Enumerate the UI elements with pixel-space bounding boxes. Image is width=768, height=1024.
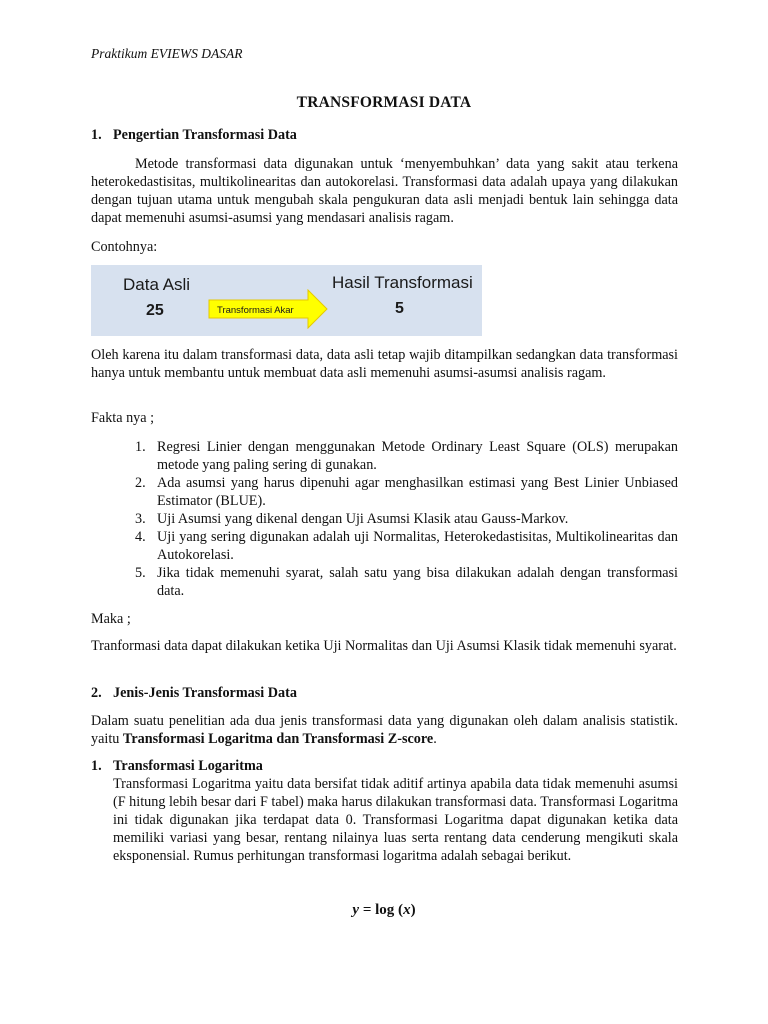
- figure-left-value: 25: [146, 302, 164, 319]
- transformation-figure: [91, 265, 482, 336]
- subsection-1-heading: [91, 757, 263, 775]
- section-2-heading: [91, 684, 297, 702]
- list-item: 2. Ada asumsi yang harus dipenuhi agar menghasilkan estimasi yang Best Linier Unbiased Estimator (BLUE).: [135, 475, 678, 509]
- section-2-title: Jenis-Jenis Transformasi Data: [113, 685, 297, 701]
- formula: y = log (x): [352, 902, 416, 918]
- section-1-number: 1.: [91, 127, 102, 143]
- figure-right-value: 5: [395, 300, 404, 317]
- figure-right-label: Hasil Transformasi: [332, 273, 473, 292]
- section-2-paragraph: Dalam suatu penelitian ada dua jenis transformasi data yang digunakan oleh dalam analisis statistik. yaitu Transformasi Logaritma dan Transformasi Z-score.: [91, 713, 678, 747]
- section-1-heading: [91, 126, 297, 144]
- subsection-1-title: Transformasi Logaritma: [113, 758, 263, 774]
- section-1-title: Pengertian Transformasi Data: [113, 127, 297, 143]
- document-title: TRANSFORMASI DATA: [296, 94, 472, 111]
- list-item: 1. Regresi Linier dengan menggunakan Metode Ordinary Least Square (OLS) merupakan metode yang paling sering di gunakan.: [135, 439, 678, 473]
- subsection-1-paragraph: Transformasi Logaritma yaitu data bersifat tidak aditif artinya apabila data tidak memenuhi asumsi (F hitung lebih besar dari F tabel) maka harus dilakukan transformasi data. Transformasi Logaritma ini tidak digunakan jika terdapat data 0. Transformasi Logaritma dapat digunakan ketika data memiliki variasi yang besar, rentang nilainya luas serta rentang data cenderung mengikuti skala eksponensial. Rumus perhitungan transformasi logaritma adalah sebagai berikut.: [113, 776, 678, 864]
- section-1-paragraph: Metode transformasi data digunakan untuk ‘menyembuhkan’ data yang sakit atau terkena heterokedastisitas, multikolinearitas dan autokorelasi. Transformasi data adalah upaya yang dilakukan dengan tujuan utama untuk mengubah skala pengukuran data asli menjadi bentuk lain sehingga data dapat memenuhi asumsi-asumsi yang mendasari analisis ragam.: [91, 156, 678, 226]
- facts-list: [130, 438, 678, 600]
- maka-label: Maka ;: [91, 611, 131, 627]
- facts-label: Fakta nya ;: [91, 410, 155, 426]
- subsection-1-number: 1.: [91, 758, 102, 774]
- list-item: 3. Uji Asumsi yang dikenal dengan Uji Asumsi Klasik atau Gauss-Markov.: [135, 511, 569, 527]
- list-item: 4. Uji yang sering digunakan adalah uji Normalitas, Heterokedastisitas, Multikolinearitas dan Autokorelasi.: [135, 529, 678, 563]
- maka-paragraph: Tranformasi data dapat dilakukan ketika Uji Normalitas dan Uji Asumsi Klasik tidak memenuhi syarat.: [91, 638, 677, 654]
- section-2-number: 2.: [91, 685, 102, 701]
- page-header: Praktikum EVIEWS DASAR: [91, 46, 243, 61]
- after-figure-paragraph: Oleh karena itu dalam transformasi data, data asli tetap wajib ditampilkan sedangkan data transformasi hanya untuk membantu untuk membuat data asli memenuhi asumsi-asumsi analisis ragam.: [91, 347, 678, 381]
- example-label: Contohnya:: [91, 239, 158, 255]
- figure-arrow-label: Transformasi Akar: [217, 305, 294, 316]
- list-item: 5. Jika tidak memenuhi syarat, salah satu yang bisa dilakukan adalah dengan transformasi data.: [135, 565, 678, 599]
- figure-left-label: Data Asli: [123, 275, 191, 294]
